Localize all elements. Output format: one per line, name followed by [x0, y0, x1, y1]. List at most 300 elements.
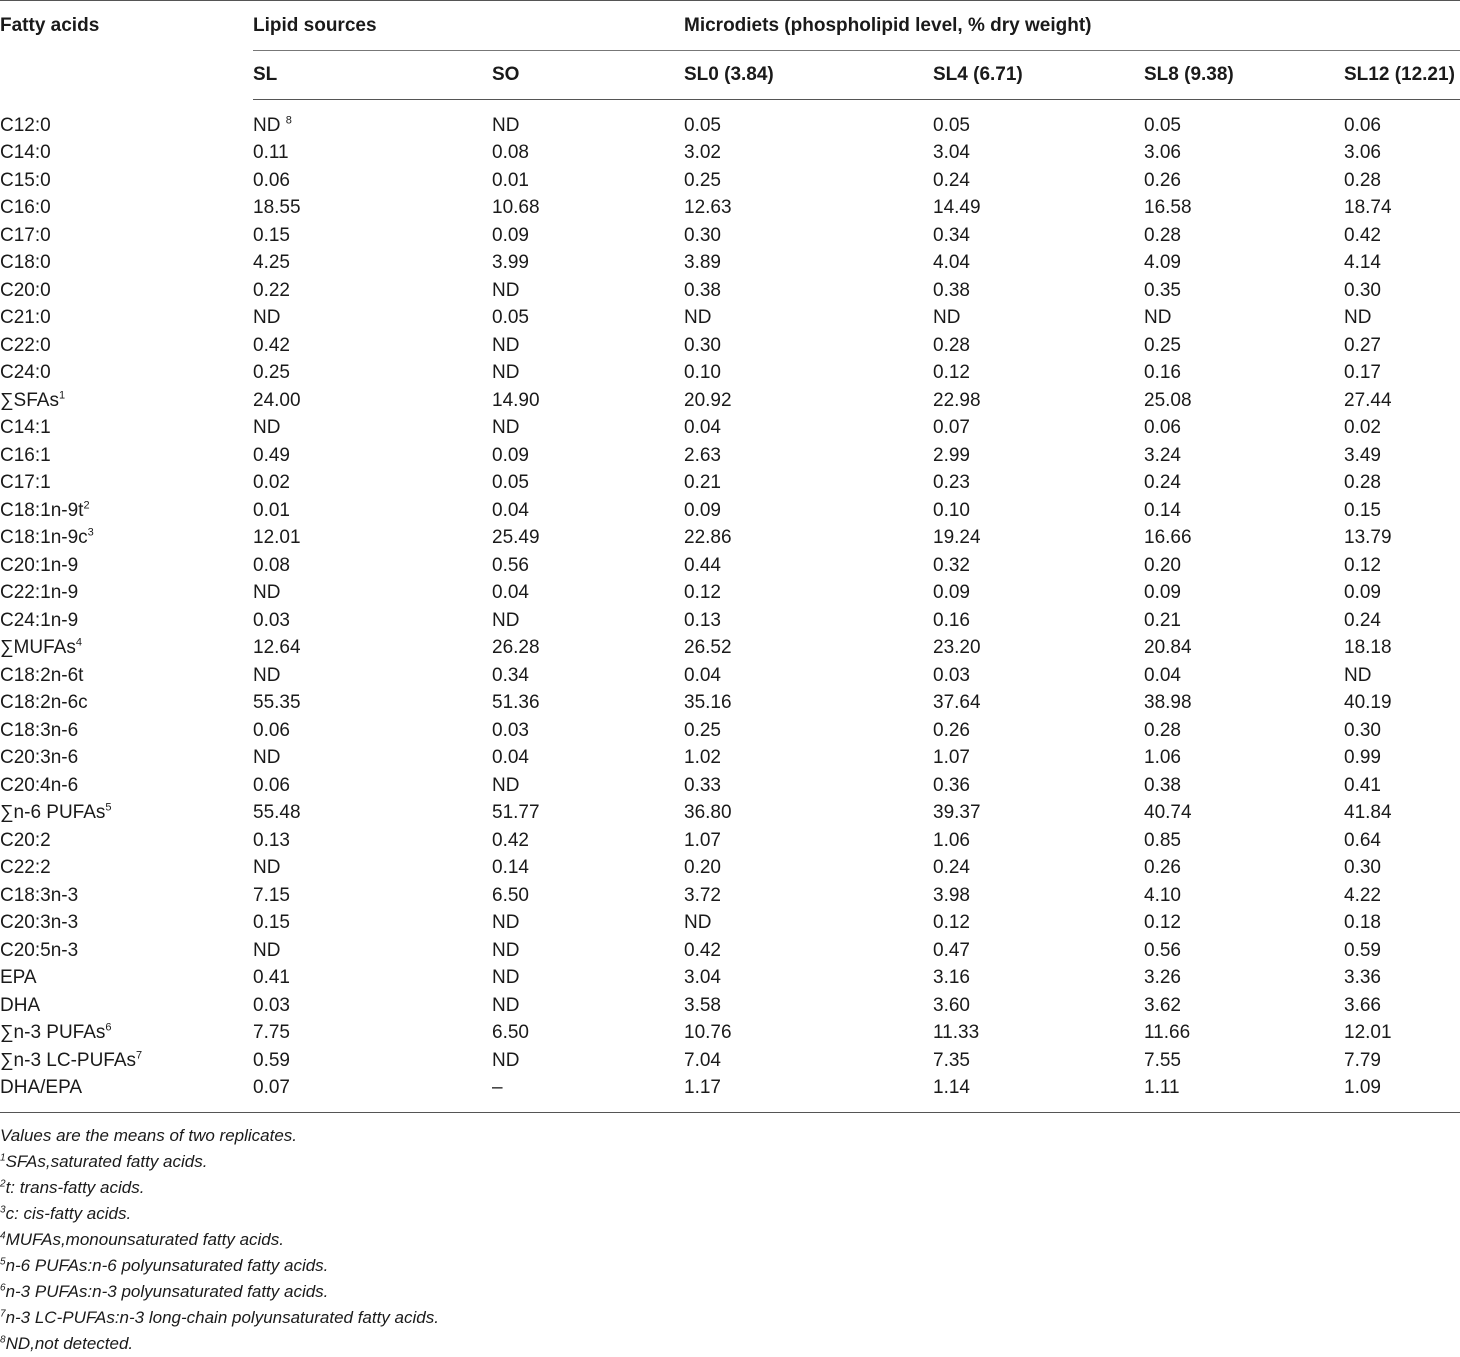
table-cell: 0.09: [1144, 582, 1181, 604]
table-row: [0, 827, 1460, 855]
fatty-acid-name: C21:0: [0, 307, 51, 329]
table-cell: 2.99: [933, 444, 970, 466]
fatty-acid-name: C18:3n-3: [0, 884, 79, 906]
table-row: [0, 690, 1460, 718]
table-cell: 20.84: [1144, 637, 1192, 659]
table-cell: 0.28: [933, 334, 970, 356]
table-cell: 7.79: [1344, 1049, 1381, 1071]
table-cell: 11.66: [1144, 1022, 1191, 1044]
table-cell: 0.56: [492, 554, 529, 576]
header-microdiets: [684, 1, 1460, 52]
table-cell: 0.36: [933, 774, 970, 796]
table-cell: ND: [253, 307, 281, 329]
table-cell: 0.04: [1144, 664, 1181, 686]
table-row: [0, 800, 1460, 828]
table-cell: ND: [492, 912, 520, 934]
table-cell: 0.25: [1144, 334, 1181, 356]
table-cell: ND: [492, 994, 520, 1016]
table-cell: 4.10: [1144, 884, 1181, 906]
footnote-marker: 5: [105, 801, 112, 814]
table-cell: 4.22: [1344, 884, 1381, 906]
table-cell: 0.38: [684, 279, 721, 301]
table-cell: 0.24: [1344, 609, 1381, 631]
table-row: [0, 717, 1460, 745]
table-cell: 39.37: [933, 802, 981, 824]
table-cell: 6.50: [492, 884, 529, 906]
table-cell: 3.16: [933, 967, 970, 989]
table-cell: 1.09: [1344, 1075, 1460, 1113]
table-cell: 0.85: [1144, 829, 1181, 851]
table-cell: 1.14: [933, 1075, 1144, 1113]
fatty-acid-name: C17:1: [0, 472, 51, 494]
table-cell: 1.11: [1144, 1075, 1344, 1113]
table-row: [0, 250, 1460, 278]
table-row: [0, 580, 1460, 608]
table-cell: 3.49: [1344, 444, 1381, 466]
table-row: [0, 277, 1460, 305]
table-row: [0, 1047, 1460, 1075]
table-cell: 0.06: [253, 774, 290, 796]
table-cell: 0.09: [492, 444, 529, 466]
table-cell: 0.21: [684, 472, 721, 494]
fatty-acid-name: C24:1n-9: [0, 609, 79, 631]
table-cell: 12.64: [253, 637, 301, 659]
table-cell: ND: [253, 747, 281, 769]
table-cell: 0.49: [253, 444, 290, 466]
fatty-acid-name: ∑n-3 PUFAs$^6$: [0, 1021, 112, 1044]
footnote-marker: 6: [0, 1282, 6, 1294]
fatty-acid-name: C17:0: [0, 224, 51, 246]
table-cell: ND: [1144, 307, 1172, 329]
table-row: [0, 1020, 1460, 1048]
table-cell: ND: [492, 939, 520, 961]
fatty-acid-name: C24:0: [0, 362, 51, 384]
column-header: SO: [492, 51, 684, 100]
table-cell: 0.24: [933, 169, 970, 191]
table-cell: 0.42: [684, 939, 721, 961]
table-cell: 0.56: [1144, 939, 1181, 961]
table-cell: 3.06: [1344, 142, 1381, 164]
table-cell: 0.10: [933, 499, 970, 521]
table-cell: 3.99: [492, 252, 529, 274]
table-cell: 25.49: [492, 527, 540, 549]
header-lipid-sources-label: Lipid sources: [253, 1, 684, 51]
table-cell: 1.06: [1144, 747, 1181, 769]
footnote-marker: 7: [136, 1049, 143, 1062]
table-row: [0, 222, 1460, 250]
table-cell: 0.05: [933, 114, 970, 136]
fatty-acid-name: ∑SFAs$^1$: [0, 389, 66, 411]
fatty-acid-name: C22:1n-9: [0, 582, 79, 604]
table-cell: 0.16: [1144, 362, 1181, 384]
table-cell: 0.99: [1344, 747, 1381, 769]
table-row: [0, 772, 1460, 800]
table-cell: 10.68: [492, 197, 540, 219]
table-cell: 3.66: [1344, 994, 1381, 1016]
table-row: [0, 552, 1460, 580]
table-cell: 0.15: [253, 912, 290, 934]
table-cell: 0.12: [933, 912, 970, 934]
fatty-acid-name: C12:0: [0, 114, 51, 136]
table-row: [0, 662, 1460, 690]
fatty-acid-name: C20:5n-3: [0, 939, 79, 961]
table-cell: 0.34: [492, 664, 529, 686]
table-cell: ND: [684, 912, 712, 934]
table-cell: 0.24: [933, 857, 970, 879]
table-cell: 16.58: [1144, 197, 1192, 219]
table-cell: 0.30: [1344, 857, 1381, 879]
table-cell: 7.75: [253, 1022, 290, 1044]
table-cell: ND: [253, 582, 281, 604]
table-cell: 2.63: [684, 444, 721, 466]
fatty-acid-name: C16:1: [0, 444, 51, 466]
table-row: [0, 855, 1460, 883]
fatty-acid-name: C14:0: [0, 142, 51, 164]
table-cell: 7.15: [253, 884, 290, 906]
table-row: [0, 937, 1460, 965]
table-cell: 36.80: [684, 802, 732, 824]
fatty-acid-name: C20:3n-3: [0, 912, 79, 934]
footnote-marker: 2: [83, 499, 90, 512]
table-cell: 0.18: [1344, 912, 1381, 934]
table-cell: 0.11: [253, 142, 289, 164]
footnote: $^7$n-3 LC-PUFAs:n-3 long-chain polyunsaturated fatty acids.: [0, 1308, 439, 1327]
fatty-acid-name: EPA: [0, 967, 37, 989]
table-row: [0, 100, 1460, 140]
table-cell: 55.48: [253, 802, 301, 824]
table-cell: 0.59: [1344, 939, 1381, 961]
table-cell: 4.14: [1344, 252, 1381, 274]
table-cell: 27.44: [1344, 389, 1392, 411]
table-row: [0, 387, 1460, 415]
table-cell: 22.86: [684, 527, 732, 549]
table-cell: 0.07: [253, 1075, 492, 1113]
footnote-marker: 8: [285, 114, 292, 127]
table-cell: 23.20: [933, 637, 981, 659]
table-cell: 3.89: [684, 252, 721, 274]
table-cell: 3.02: [684, 142, 721, 164]
table-cell: 1.02: [684, 747, 721, 769]
fatty-acid-name: ∑n-6 PUFAs$^5$: [0, 801, 112, 824]
table-cell: 0.26: [1144, 857, 1181, 879]
table-cell: 18.18: [1344, 637, 1392, 659]
footnote-marker: 1: [0, 1152, 6, 1164]
table-cell: ND: [684, 307, 712, 329]
table-row: [0, 195, 1460, 223]
table-cell: ND: [1344, 307, 1372, 329]
table-cell: ND $^8$: [253, 114, 292, 136]
fatty-acid-name: ∑n-3 LC-PUFAs$^7$: [0, 1049, 143, 1071]
footnote: $^1$SFAs,saturated fatty acids.: [0, 1152, 208, 1171]
table-cell: 22.98: [933, 389, 981, 411]
fatty-acid-name: C22:2: [0, 857, 51, 879]
fatty-acid-name: C18:2n-6c: [0, 692, 88, 714]
footnote: $^5$n-6 PUFAs:n-6 polyunsaturated fatty acids.: [0, 1256, 329, 1275]
table-cell: 0.30: [684, 224, 721, 246]
table-cell: 1.07: [933, 747, 970, 769]
table-row: [0, 415, 1460, 443]
footnote-marker: 7: [0, 1308, 6, 1320]
table-cell: 0.12: [684, 582, 721, 604]
table-cell: 0.42: [253, 334, 290, 356]
table-cell: 3.98: [933, 884, 970, 906]
table-cell: 4.09: [1144, 252, 1181, 274]
table-cell: 7.35: [933, 1049, 970, 1071]
table-cell: 35.16: [684, 692, 732, 714]
table-cell: ND: [492, 1049, 520, 1071]
table-cell: 16.66: [1144, 527, 1192, 549]
table-cell: ND: [492, 609, 520, 631]
table-cell: 0.28: [1144, 224, 1181, 246]
table-cell: 7.55: [1144, 1049, 1181, 1071]
footnote-marker: 4: [75, 636, 82, 649]
table-cell: 0.06: [253, 169, 290, 191]
table-cell: 0.02: [253, 472, 290, 494]
table-cell: ND: [253, 939, 281, 961]
table-cell: ND: [253, 417, 281, 439]
table-cell: 0.14: [492, 857, 529, 879]
header-lipid-sources: [253, 1, 684, 52]
table-cell: 51.77: [492, 802, 540, 824]
table-cell: 37.64: [933, 692, 981, 714]
fatty-acid-name: C22:0: [0, 334, 51, 356]
table-cell: 0.13: [684, 609, 721, 631]
header-fatty-acids: Fatty acids: [0, 1, 253, 100]
table-cell: 0.24: [1144, 472, 1181, 494]
table-cell: 3.36: [1344, 967, 1381, 989]
fatty-acid-name: DHA: [0, 994, 41, 1016]
table-cell: 0.41: [253, 967, 290, 989]
table-cell: ND: [1344, 664, 1372, 686]
table-row: [0, 360, 1460, 388]
column-header: SL: [253, 51, 492, 100]
table-cell: 3.72: [684, 884, 721, 906]
table-row: [0, 497, 1460, 525]
table-cell: 0.59: [253, 1049, 290, 1071]
table-cell: 0.22: [253, 279, 290, 301]
table-row: [0, 140, 1460, 168]
table-cell: 12.01: [253, 527, 301, 549]
table-cell: 0.09: [684, 499, 721, 521]
table-cell: 0.26: [1144, 169, 1181, 191]
table-cell: 0.12: [933, 362, 970, 384]
table-cell: 3.62: [1144, 994, 1181, 1016]
table-cell: 3.04: [684, 967, 721, 989]
table-cell: 0.08: [492, 142, 529, 164]
table-row: [0, 635, 1460, 663]
table-row: [0, 167, 1460, 195]
footnote-marker: 1: [58, 389, 66, 402]
footnote-marker: 4: [0, 1230, 6, 1242]
footnote: $^2$t: trans-fatty acids.: [0, 1178, 145, 1197]
table-row: [0, 305, 1460, 333]
table-cell: ND: [492, 967, 520, 989]
table-cell: 0.04: [684, 664, 721, 686]
fatty-acid-name: C20:4n-6: [0, 774, 79, 796]
table-cell: 4.04: [933, 252, 970, 274]
table-cell: 18.74: [1344, 197, 1392, 219]
table-body: [0, 100, 1460, 1113]
table-cell: 0.41: [1344, 774, 1381, 796]
table-cell: 12.01: [1344, 1022, 1392, 1044]
table-cell: ND: [492, 362, 520, 384]
fatty-acid-name: DHA/EPA: [0, 1075, 253, 1113]
table-cell: 0.42: [492, 829, 529, 851]
table-row: [0, 1075, 1460, 1113]
table-row: [0, 965, 1460, 993]
table-cell: 11.33: [933, 1022, 980, 1044]
table-cell: 55.35: [253, 692, 301, 714]
table-cell: 18.55: [253, 197, 301, 219]
table-row: [0, 992, 1460, 1020]
table-cell: 25.08: [1144, 389, 1192, 411]
table-cell: 12.63: [684, 197, 732, 219]
footnote-marker: 8: [0, 1334, 6, 1346]
table-cell: 40.74: [1144, 802, 1192, 824]
table-cell: 0.12: [1344, 554, 1381, 576]
table-cell: 0.26: [933, 719, 970, 741]
table-cell: 14.90: [492, 389, 540, 411]
fatty-acid-name: $C18:1n-9t^2$: [0, 499, 90, 521]
table-cell: –: [492, 1075, 684, 1113]
table-cell: 4.25: [253, 252, 290, 274]
table-row: [0, 332, 1460, 360]
table-cell: 0.28: [1344, 472, 1381, 494]
table-cell: 40.19: [1344, 692, 1392, 714]
table-cell: 1.17: [684, 1075, 933, 1113]
table-cell: 0.06: [1144, 417, 1181, 439]
table-cell: 0.15: [253, 224, 290, 246]
table-cell: 0.33: [684, 774, 721, 796]
table-cell: 0.38: [1144, 774, 1181, 796]
table-cell: 0.20: [684, 857, 721, 879]
footnote-marker: 6: [105, 1021, 112, 1034]
table-cell: 0.03: [492, 719, 529, 741]
table-cell: 0.12: [1144, 912, 1181, 934]
fatty-acid-name: C18:0: [0, 252, 51, 274]
footnote: $^4$MUFAs,monounsaturated fatty acids.: [0, 1230, 284, 1249]
fatty-acid-name: C20:3n-6: [0, 747, 79, 769]
table-cell: 0.25: [253, 362, 290, 384]
footnote: Values are the means of two replicates.: [0, 1126, 298, 1145]
table-cell: 0.13: [253, 829, 290, 851]
table-cell: 0.04: [492, 747, 529, 769]
table-cell: 0.30: [684, 334, 721, 356]
table-cell: 19.24: [933, 527, 981, 549]
table-cell: 0.28: [1144, 719, 1181, 741]
table-cell: 0.25: [684, 719, 721, 741]
fatty-acid-name: C20:2: [0, 829, 51, 851]
table-cell: ND: [492, 417, 520, 439]
footnote: $^6$n-3 PUFAs:n-3 polyunsaturated fatty acids.: [0, 1282, 329, 1301]
table-cell: 0.32: [933, 554, 970, 576]
table-cell: ND: [253, 664, 281, 686]
table-cell: 0.23: [933, 472, 970, 494]
table-cell: 0.17: [1344, 362, 1381, 384]
table-cell: 20.92: [684, 389, 732, 411]
table-cell: 3.06: [1144, 142, 1181, 164]
table-cell: 1.06: [933, 829, 970, 851]
table-row: [0, 745, 1460, 773]
table-cell: 3.60: [933, 994, 970, 1016]
table-cell: 3.26: [1144, 967, 1181, 989]
table-cell: 0.06: [1344, 114, 1381, 136]
table-cell: 38.98: [1144, 692, 1192, 714]
table-cell: 1.07: [684, 829, 721, 851]
header-microdiets-label: Microdiets (phospholipid level, % dry weight): [684, 1, 1460, 51]
table-cell: 26.28: [492, 637, 540, 659]
table-cell: 0.06: [253, 719, 290, 741]
table-footnotes: [0, 1113, 1460, 1357]
column-header: SL0 (3.84): [684, 51, 933, 100]
footnote-marker: 2: [0, 1178, 6, 1190]
table-cell: 0.04: [684, 417, 721, 439]
table-cell: 0.42: [1344, 224, 1381, 246]
table-row: [0, 470, 1460, 498]
table-cell: 3.04: [933, 142, 970, 164]
table-cell: 0.04: [492, 499, 529, 521]
table-cell: 0.27: [1344, 334, 1381, 356]
table-cell: ND: [492, 114, 520, 136]
table-cell: 0.15: [1344, 499, 1381, 521]
table-cell: ND: [492, 334, 520, 356]
fatty-acid-name: C16:0: [0, 197, 51, 219]
footnote-marker: 3: [87, 526, 94, 539]
table-row: [0, 910, 1460, 938]
table-cell: 0.05: [684, 114, 721, 136]
table-cell: 0.16: [933, 609, 970, 631]
column-header: SL8 (9.38): [1144, 51, 1344, 100]
table-cell: ND: [492, 279, 520, 301]
table-row: [0, 882, 1460, 910]
table-cell: 0.03: [253, 994, 290, 1016]
fatty-acid-name: C20:1n-9: [0, 554, 79, 576]
table-cell: 10.76: [684, 1022, 732, 1044]
table-cell: ND: [492, 774, 520, 796]
fatty-acid-name: C18:3n-6: [0, 719, 79, 741]
column-header: SL4 (6.71): [933, 51, 1144, 100]
table-cell: 51.36: [492, 692, 540, 714]
table-cell: 0.35: [1144, 279, 1181, 301]
table-cell: 0.07: [933, 417, 970, 439]
table-cell: 0.03: [253, 609, 290, 631]
table-cell: 0.09: [933, 582, 970, 604]
table-cell: 0.09: [492, 224, 529, 246]
table-cell: 0.25: [684, 169, 721, 191]
table-cell: 24.00: [253, 389, 301, 411]
table-cell: ND: [253, 857, 281, 879]
table-cell: 0.30: [1344, 279, 1381, 301]
table-cell: 14.49: [933, 197, 981, 219]
table-cell: 0.38: [933, 279, 970, 301]
table-cell: 0.02: [1344, 417, 1381, 439]
table-cell: 7.04: [684, 1049, 721, 1071]
table-cell: 0.05: [492, 472, 529, 494]
table-cell: 0.28: [1344, 169, 1381, 191]
table-cell: 26.52: [684, 637, 732, 659]
table-header: [0, 1, 1460, 100]
table-cell: 0.64: [1344, 829, 1381, 851]
fatty-acid-name: $C18:1n-9c^3$: [0, 526, 94, 549]
table-cell: 0.05: [492, 307, 529, 329]
table-row: [0, 607, 1460, 635]
table-cell: 0.30: [1344, 719, 1381, 741]
table-cell: 0.21: [1144, 609, 1181, 631]
table-cell: 6.50: [492, 1022, 529, 1044]
table-cell: 0.47: [933, 939, 970, 961]
fatty-acid-name: C14:1: [0, 417, 51, 439]
table-cell: 0.09: [1344, 582, 1381, 604]
